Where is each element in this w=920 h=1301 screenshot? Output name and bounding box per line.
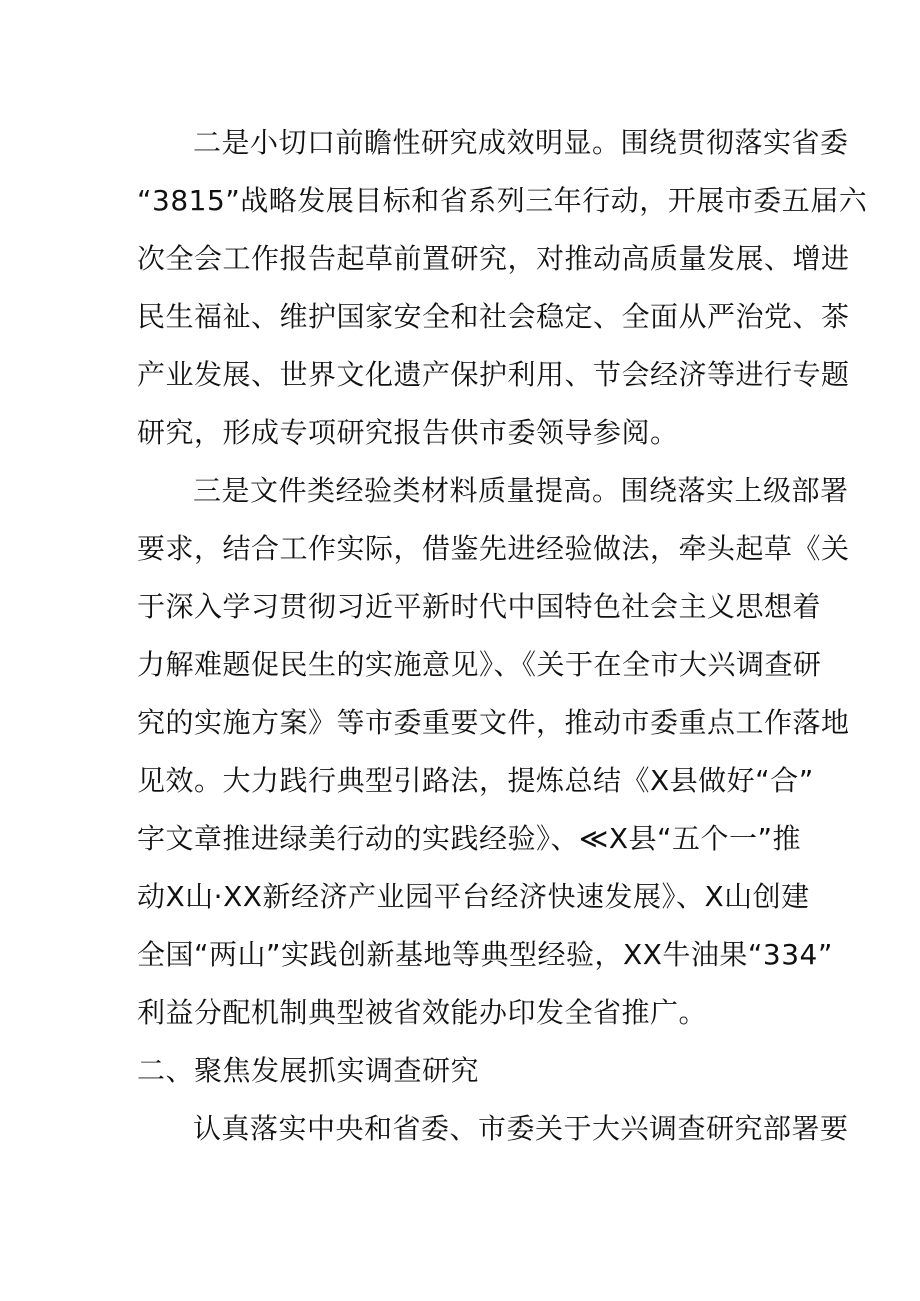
paragraph-2-line-6: 见效。大力践行典型引路法，提炼总结《X县做好“合” (137, 764, 814, 797)
paragraph-2-line-10: 利益分配机制典型被省效能办印发全省推广。 (137, 996, 708, 1029)
paragraph-2-line-5: 究的实施方案》等市委重要文件，推动市委重点工作落地 (137, 706, 850, 739)
section-heading: 二、聚焦发展抓实调查研究 (137, 1054, 480, 1087)
paragraph-2-line-9: 全国“两山”实践创新基地等典型经验，XX牛油果“334” (137, 938, 833, 971)
paragraph-3-line-1: 认真落实中央和省委、市委关于大兴调查研究部署要 (193, 1112, 849, 1145)
paragraph-1-line-2: “3815”战略发展目标和省系列三年行动，开展市委五届六 (137, 184, 868, 217)
paragraph-1-line-5: 产业发展、世界文化遗产保护利用、节会经济等进行专题 (137, 358, 850, 391)
paragraph-1-line-4: 民生福祉、维护国家安全和社会稳定、全面从严治党、茶 (137, 300, 850, 333)
paragraph-2-line-4: 力解难题促民生的实施意见》、《关于在全市大兴调查研 (137, 648, 822, 681)
paragraph-2-line-7: 字文章推进绿美行动的实践经验》、≪X县“五个一”推 (137, 822, 802, 855)
paragraph-2-line-2: 要求，结合工作实际，借鉴先进经验做法，牵头起草《关 (137, 532, 850, 565)
paragraph-2-line-3: 于深入学习贯彻习近平新时代中国特色社会主义思想着 (137, 590, 822, 623)
paragraph-1-line-6: 研究，形成专项研究报告供市委领导参阅。 (137, 416, 679, 449)
paragraph-2-line-8: 动X山·XX新经济产业园平台经济快速发展》、X山创建 (137, 880, 810, 913)
paragraph-1-line-1: 二是小切口前瞻性研究成效明显。围绕贯彻落实省委 (193, 126, 849, 159)
paragraph-2-line-1: 三是文件类经验类材料质量提高。围绕落实上级部署 (193, 474, 849, 507)
paragraph-1-line-3: 次全会工作报告起草前置研究，对推动高质量发展、增进 (137, 242, 850, 275)
